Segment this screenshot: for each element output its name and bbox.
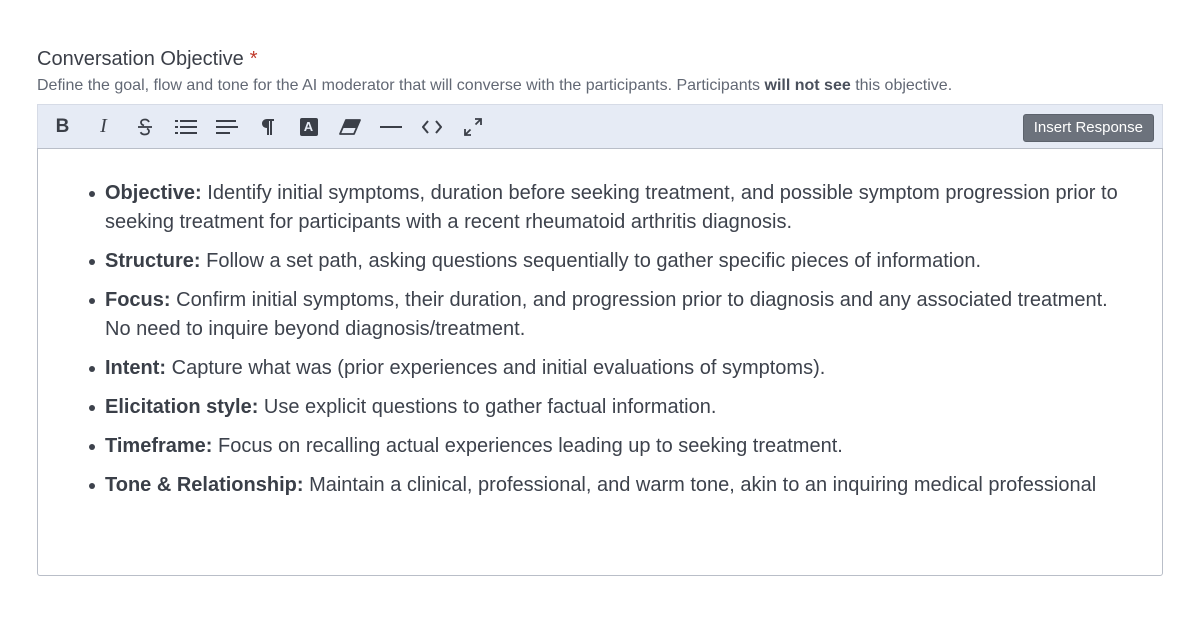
- horizontal-rule-button[interactable]: [370, 105, 411, 149]
- description-text-end: this objective.: [850, 77, 953, 94]
- list-item-text: Confirm initial symptoms, their duration, and progression prior to diagnosis and any associated treatment. No need to inquire beyond diagnosis/treatment.: [105, 289, 1108, 340]
- insert-response-button[interactable]: Insert Response: [1023, 114, 1154, 142]
- description-text: Define the goal, flow and tone for the AI moderator that will converse with the participants. Participants: [37, 77, 765, 94]
- field-label-row: [37, 46, 1163, 72]
- align-button[interactable]: [206, 105, 247, 149]
- field-label: Conversation Objective: [37, 48, 244, 70]
- list-icon: [175, 119, 197, 135]
- list-item-text: Capture what was (prior experiences and initial evaluations of symptoms).: [166, 357, 826, 379]
- list-item-label: Objective:: [105, 182, 202, 204]
- list-item: [105, 286, 1132, 344]
- list-item: [105, 432, 1132, 461]
- list-item-text: Maintain a clinical, professional, and warm tone, akin to an inquiring medical professional: [303, 474, 1097, 496]
- list-item-text: Identify initial symptoms, duration before seeking treatment, and possible symptom progression prior to seeking treatment for participants with a recent rheumatoid arthritis diagnosis.: [105, 182, 1118, 233]
- list-item: [105, 179, 1132, 237]
- list-item-text: Use explicit questions to gather factual information.: [258, 396, 717, 418]
- list-item-label: Focus:: [105, 289, 171, 311]
- text-color-glyph: A: [303, 119, 314, 134]
- eraser-icon: [339, 119, 361, 135]
- list-item: [105, 247, 1132, 276]
- list-item-text: Focus on recalling actual experiences leading up to seeking treatment.: [212, 435, 843, 457]
- objective-editor[interactable]: [37, 148, 1163, 576]
- list-item: [105, 393, 1132, 422]
- strikethrough-icon: [136, 117, 154, 137]
- fullscreen-button[interactable]: [452, 105, 493, 149]
- italic-icon: I: [100, 115, 107, 137]
- align-left-icon: [216, 119, 238, 135]
- clear-format-button[interactable]: [329, 105, 370, 149]
- field-description: [37, 75, 1163, 97]
- text-color-icon: [300, 118, 318, 136]
- bold-icon: B: [55, 115, 70, 137]
- required-marker: *: [249, 48, 258, 70]
- list-item: [105, 354, 1132, 383]
- bullet-list-button[interactable]: [165, 105, 206, 149]
- list-item-label: Intent:: [105, 357, 167, 379]
- expand-icon: [464, 118, 482, 136]
- list-item: [105, 471, 1132, 500]
- code-icon: [422, 120, 442, 134]
- text-color-button[interactable]: [288, 105, 329, 149]
- strikethrough-button[interactable]: [124, 105, 165, 149]
- list-item-label: Timeframe:: [105, 435, 213, 457]
- conversation-objective-field: [37, 46, 1163, 576]
- list-item-label: Elicitation style:: [105, 396, 259, 418]
- list-item-label: Structure:: [105, 250, 201, 272]
- editor-toolbar: [37, 104, 1163, 148]
- horizontal-rule-icon: [380, 125, 402, 129]
- objective-list: [38, 179, 1162, 500]
- list-item-label: Tone & Relationship:: [105, 474, 304, 496]
- list-item-text: Follow a set path, asking questions sequentially to gather specific pieces of information.: [200, 250, 982, 272]
- pilcrow-icon: [261, 118, 275, 136]
- code-button[interactable]: [411, 105, 452, 149]
- description-bold-text: will not see: [764, 77, 851, 94]
- italic-button[interactable]: [83, 105, 124, 149]
- bold-button[interactable]: [42, 105, 83, 149]
- paragraph-button[interactable]: [247, 105, 288, 149]
